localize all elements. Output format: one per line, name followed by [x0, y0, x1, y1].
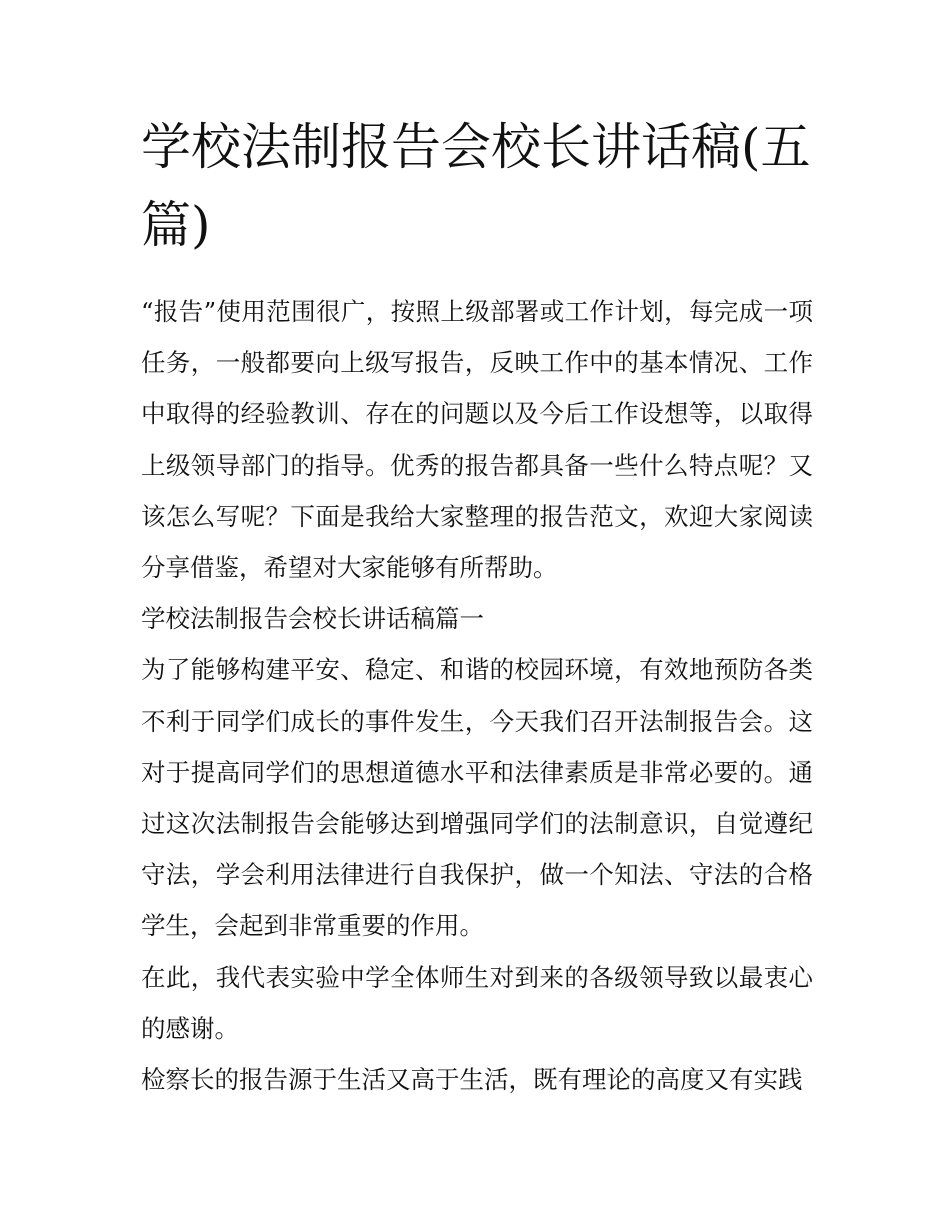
title-block — [141, 108, 813, 264]
body-paragraph: 为了能够构建平安、稳定、和谐的校园环境，有效地预防各类不利于同学们成长的事件发生，今天我们召开法制报告会。这对于提高同学们的思想道德水平和法律素质是非常必要的。通过这次法制报告会能够达到增强同学们的法制意识，自觉遵纪守法，学会利用法律进行自我保护，做一个知法、守法的合格学生，会起到非常重要的作用。 — [141, 655, 813, 941]
body-paragraph: 在此，我代表实验中学全体师生对到来的各级领导致以最衷心的感谢。 — [141, 962, 813, 1043]
body-paragraph: 检察长的报告源于生活又高于生活，既有理论的高度又有实践 — [141, 1065, 803, 1095]
section-heading: 学校法制报告会校长讲话稿篇一 — [141, 604, 484, 634]
document-title: 学校法制报告会校长讲话稿(五篇) — [141, 118, 811, 254]
intro-paragraph: “报告”使用范围很广，按照上级部署或工作计划，每完成一项任务，一般都要向上级写报告，反映工作中的基本情况、工作中取得的经验教训、存在的问题以及今后工作设想等，以取得上级领导部门的指导。优秀的报告都具备一些什么特点呢？又该怎么写呢？下面是我给大家整理的报告范文，欢迎大家阅读分享借鉴，希望对大家能够有所帮助。 — [141, 297, 813, 583]
document-page — [141, 108, 813, 1105]
